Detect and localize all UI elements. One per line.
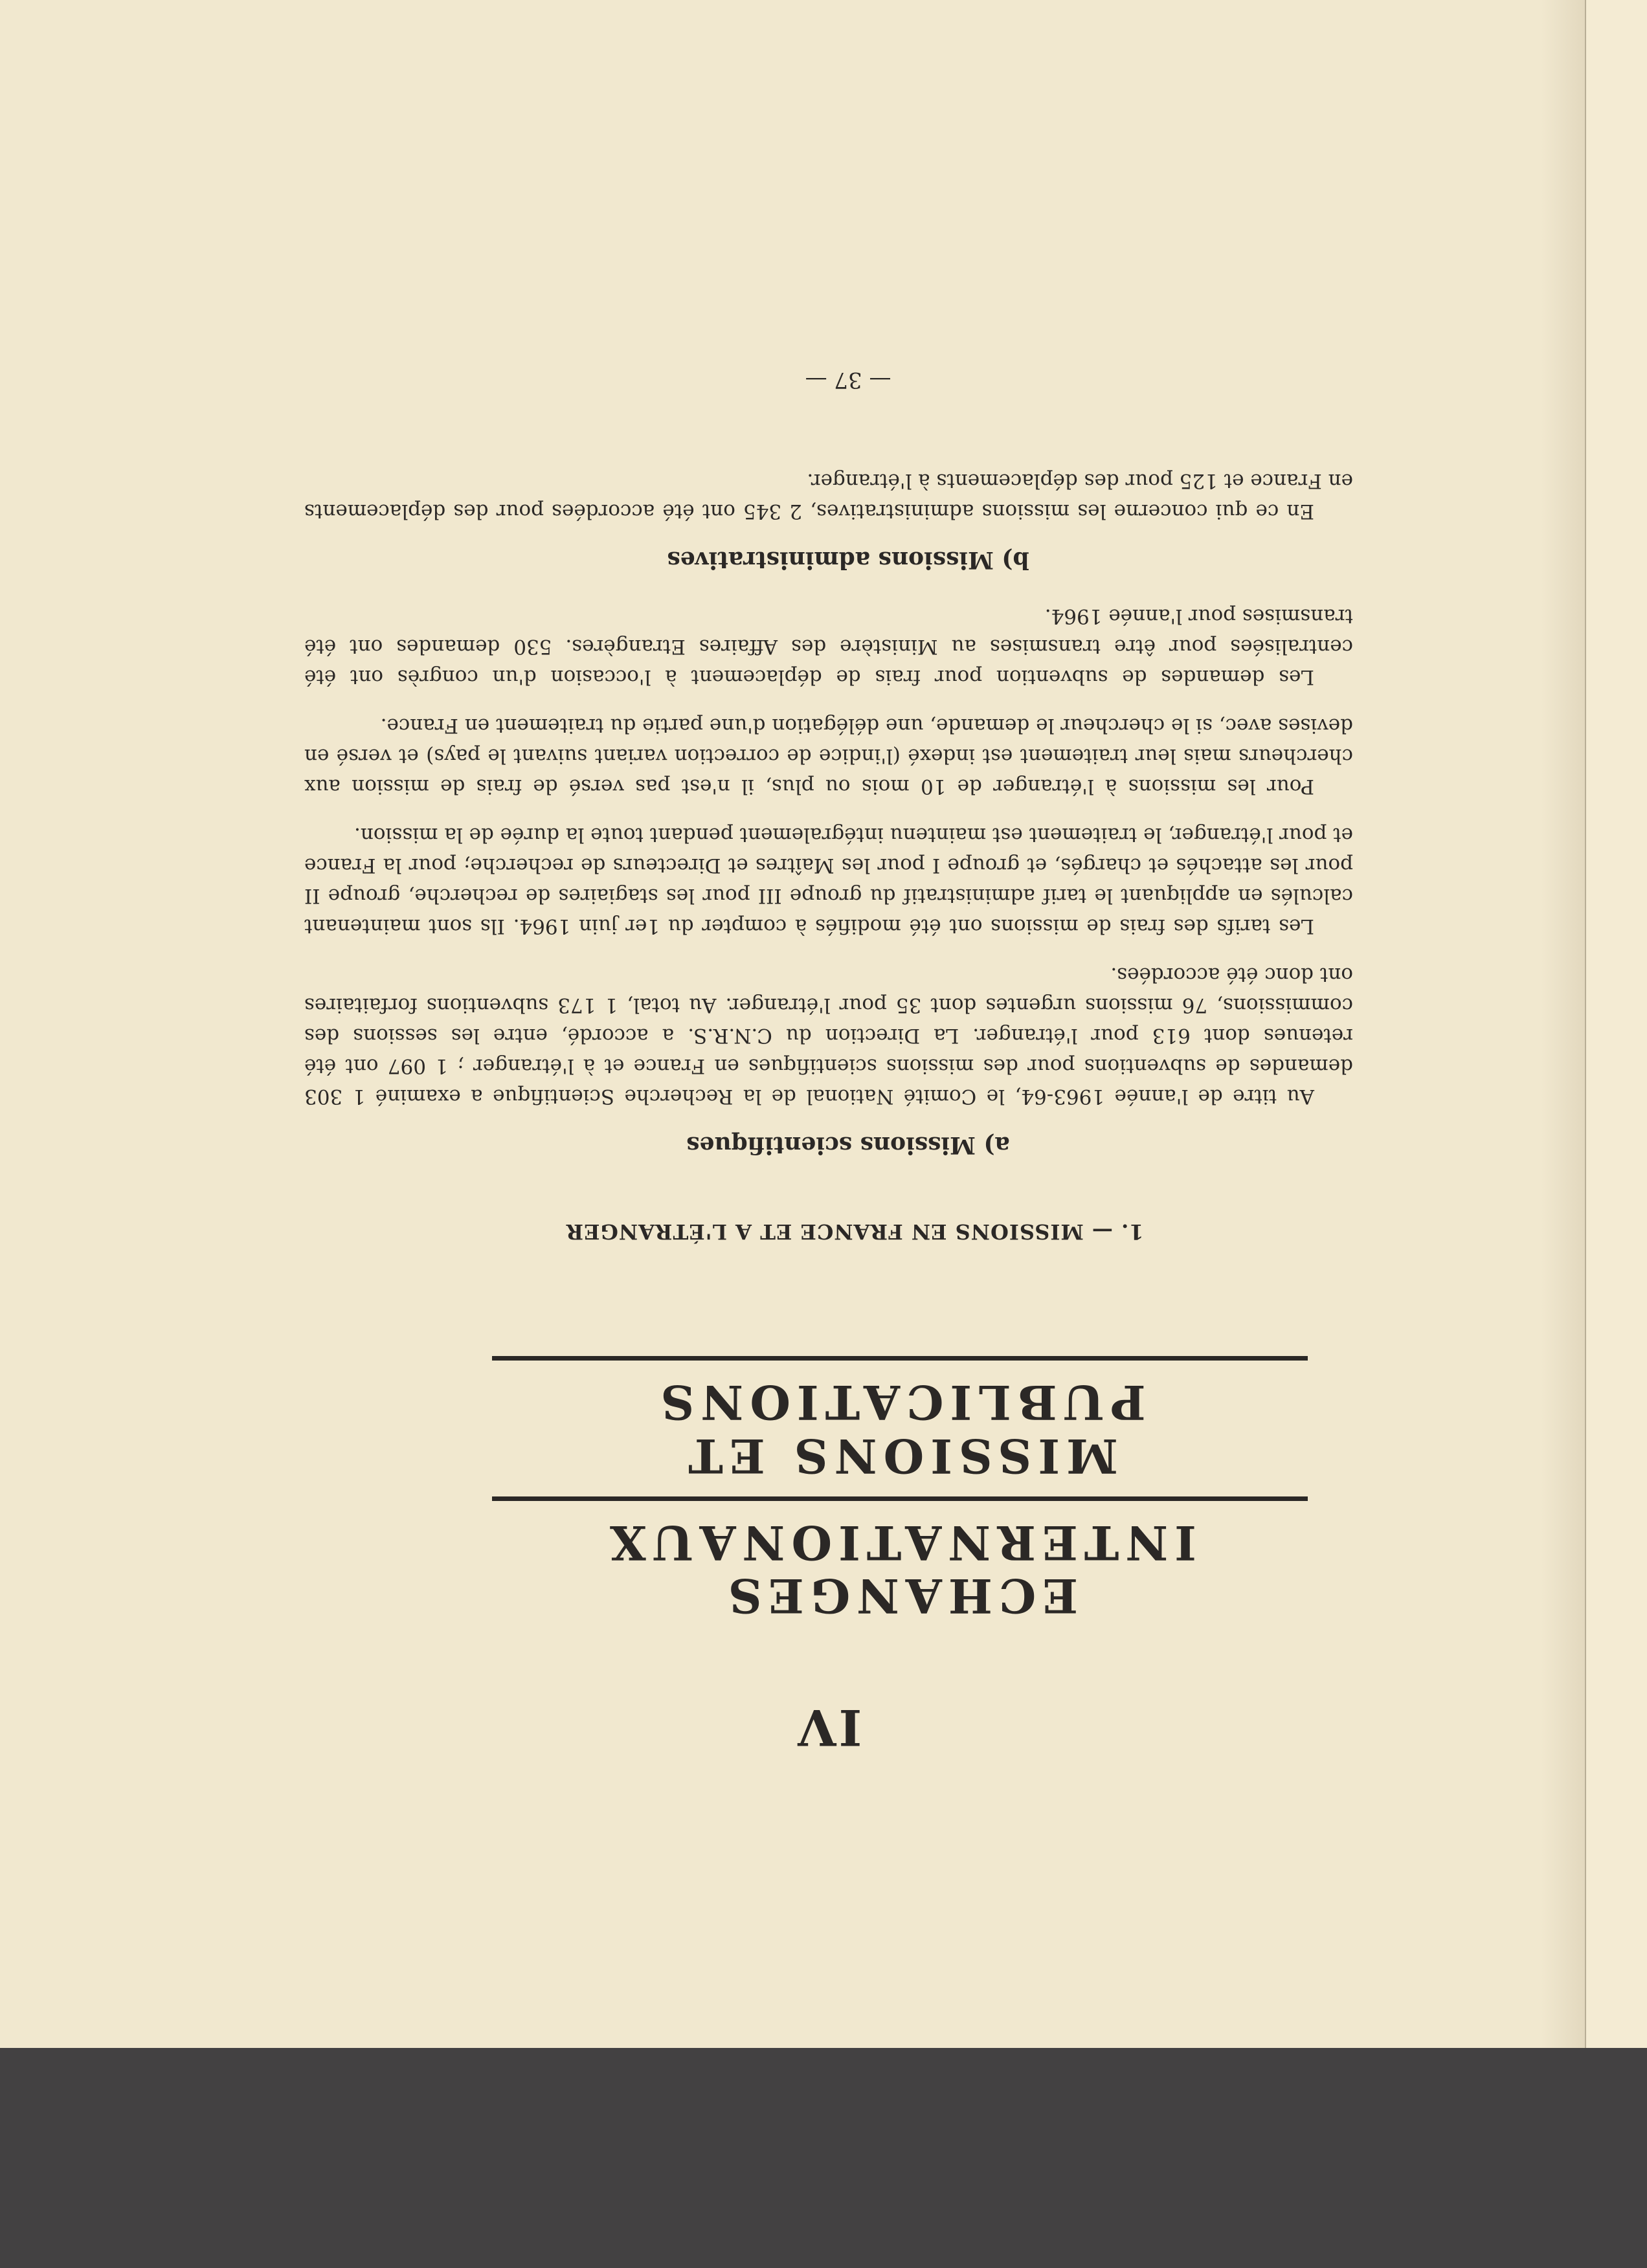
paragraph	[304, 959, 1353, 1111]
section-heading: 1. — MISSIONS EN FRANCE ET A L'ÉTRANGER	[565, 1219, 1144, 1245]
page-number: — 37 —	[805, 367, 891, 394]
scanner-bed	[0, 2048, 1647, 2268]
title-rule-bottom	[492, 1356, 1308, 1361]
paragraph-text: En ce qui concerne les missions administratives, 2 345 ont été accordées pour des déplacements en France et 125 pour des déplacements à l'étranger.	[304, 469, 1353, 524]
subsection-a-heading: a) Missions scientifiques	[686, 1131, 1010, 1159]
chapter-title-line-1: ECHANGES INTERNATIONAUX	[603, 1515, 1196, 1624]
next-page-edge	[1585, 0, 1647, 2048]
chapter-title-line-2: MISSIONS ET PUBLICATIONS	[654, 1375, 1146, 1484]
paragraph	[304, 601, 1353, 692]
paragraph-text: Les tarifs des frais de missions ont été modifiés à compter du 1er juin 1964. Ils sont maintenant calculés en appliquant le tarif administratif du groupe III pour les stagiaires de recherche, groupe II pour les attachés et chargés, et groupe I pour les Maîtres et Directeurs de recherche; pour la France et pour l'étranger, le traitement est maintenu intégralement pendant toute la durée de la mission.	[304, 823, 1353, 938]
paragraph	[304, 465, 1353, 526]
subsection-b-heading: b) Missions administratives	[667, 546, 1029, 573]
document-page-rotated	[304, 194, 1353, 1773]
chapter-number: IV	[795, 1698, 862, 1756]
paragraph-text: Les demandes de subvention pour frais de déplacement à l'occasion d'un congrès ont été centralisées pour être transmises au Ministère des Affaires Etrangères. 530 demandes ont été transmises pour l'année 1964.	[304, 604, 1353, 689]
title-rule-top	[492, 1496, 1308, 1501]
chapter-title-block	[466, 1342, 1334, 1622]
page-gutter-shadow	[1541, 0, 1585, 2048]
paragraph-text: Pour les missions à l'étranger de 10 mois ou plus, il n'est pas versé de frais de mission aux chercheurs mais leur traitement est indexé (l'indice de correction variant suivant le pays) et versé en devises avec, si le chercheur le demande, une délégation d'une partie du traitement en France.	[304, 713, 1353, 798]
paragraph-text: Au titre de l'année 1963-64, le Comité National de la Recherche Scientifique a examiné 1 303 demandes de subventions pour des missions scientifiques en France et à l'étranger ; 1 097 ont été retenues dont 613 pour l'étranger. La Direction du C.N.R.S. a accordé, entre les sessions des commissions, 76 missions urgentes dont 35 pour l'étranger. Au total, 1 173 subventions forfaitaires ont donc été accordées.	[304, 962, 1353, 1108]
paragraph	[304, 819, 1353, 941]
paragraph	[304, 710, 1353, 801]
